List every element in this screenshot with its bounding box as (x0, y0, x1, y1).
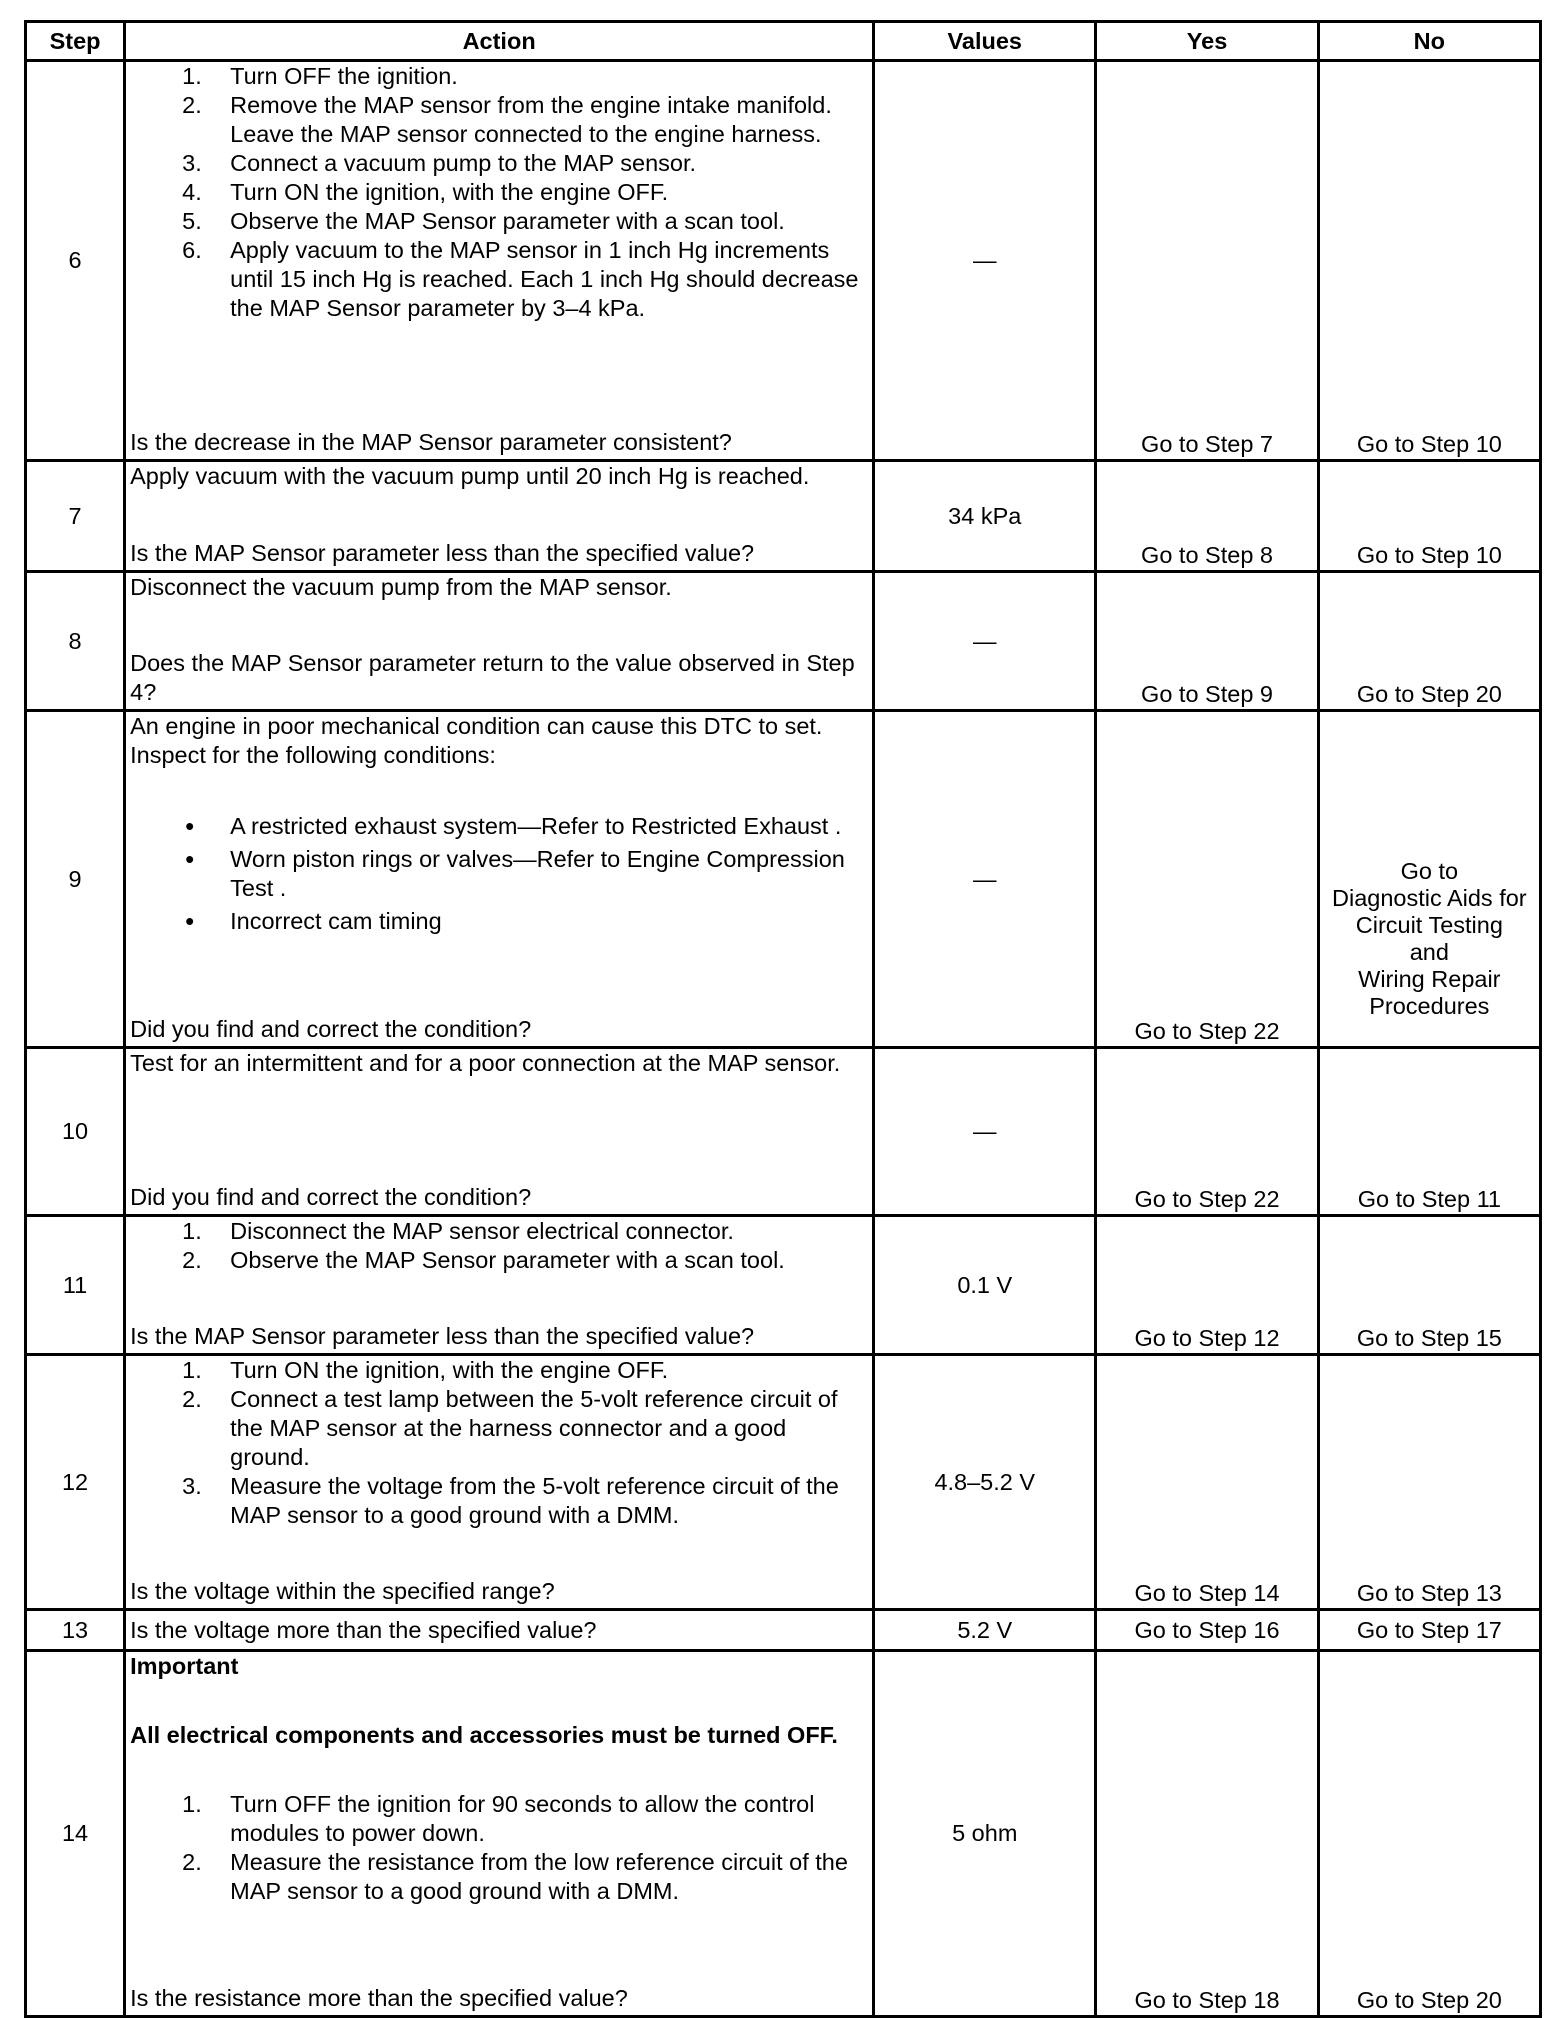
action-text: Disconnect the vacuum pump from the MAP sensor. (130, 574, 672, 600)
list-item: 1. Disconnect the MAP sensor electrical connector. (182, 1218, 734, 1244)
list-item: 3. Measure the voltage from the 5-volt reference circuit of the MAP sensor to a good ground with a DMM. (182, 1473, 839, 1528)
no-cell: Go to Step 20 (1318, 1651, 1540, 2017)
action-cell (125, 711, 874, 1048)
values-cell: 5.2 V (874, 1610, 1096, 1651)
values-cell: — (874, 1048, 1096, 1216)
step-number: 11 (26, 1216, 125, 1355)
yes-cell: Go to Step 22 (1096, 1048, 1318, 1216)
no-cell: Go to Step 11 (1318, 1048, 1540, 1216)
yes-cell: Go to Step 8 (1096, 461, 1318, 572)
list-item: 2. Connect a test lamp between the 5-volt reference circuit of the MAP sensor at the harness connector and a good ground. (182, 1386, 838, 1470)
action-question: Does the MAP Sensor parameter return to the value observed in Step 4? (130, 650, 855, 705)
no-cell (1318, 711, 1540, 1048)
table-row (26, 711, 1541, 1048)
action-cell (125, 1651, 874, 2017)
yes-cell: Go to Step 9 (1096, 572, 1318, 711)
action-question: Is the voltage more than the specified value? (130, 1616, 597, 1643)
yes-cell: Go to Step 18 (1096, 1651, 1318, 2017)
condition-list (130, 810, 870, 940)
action-steps (130, 1356, 870, 1530)
no-line: Go to (1400, 858, 1459, 884)
table-row (26, 1048, 1541, 1216)
yes-cell: Go to Step 12 (1096, 1216, 1318, 1355)
list-item: 1. Turn ON the ignition, with the engine OFF. (182, 1357, 669, 1383)
values-cell: — (874, 61, 1096, 461)
action-steps (130, 62, 870, 323)
values-cell: 5 ohm (874, 1651, 1096, 2017)
step-number: 7 (26, 461, 125, 572)
list-item: • Incorrect cam timing (130, 907, 870, 936)
no-cell: Go to Step 10 (1318, 461, 1540, 572)
no-cell: Go to Step 15 (1318, 1216, 1540, 1355)
header-values: Values (874, 22, 1096, 61)
action-cell (125, 461, 874, 572)
action-steps (130, 1217, 870, 1275)
important-title: Important (130, 1653, 239, 1679)
action-text: An engine in poor mechanical condition can cause this DTC to set. Inspect for the following conditions: (130, 713, 823, 768)
no-cell: Go to Step 17 (1318, 1610, 1540, 1651)
no-line: Procedures (1369, 993, 1490, 1019)
no-line: and (1409, 939, 1449, 965)
action-question: Did you find and correct the condition? (130, 1184, 532, 1210)
step-number: 12 (26, 1355, 125, 1610)
table-row (26, 1355, 1541, 1610)
no-line: Wiring Repair (1358, 966, 1501, 992)
header-action: Action (125, 22, 874, 61)
values-cell: — (874, 572, 1096, 711)
yes-cell: Go to Step 14 (1096, 1355, 1318, 1610)
header-no: No (1318, 22, 1540, 61)
action-steps (130, 1790, 870, 1906)
action-question: Is the MAP Sensor parameter less than the specified value? (130, 1323, 755, 1349)
action-text: Test for an intermittent and for a poor connection at the MAP sensor. (130, 1050, 841, 1076)
table-row (26, 572, 1541, 711)
step-number: 14 (26, 1651, 125, 2017)
diagnostic-table (24, 20, 1542, 2018)
no-cell: Go to Step 10 (1318, 61, 1540, 461)
list-item: 2. Observe the MAP Sensor parameter with a scan tool. (182, 1247, 785, 1273)
table-row (26, 1651, 1541, 2017)
table-row (26, 61, 1541, 461)
action-cell (125, 572, 874, 711)
action-question: Is the voltage within the specified range? (130, 1578, 555, 1604)
values-cell: 4.8–5.2 V (874, 1355, 1096, 1610)
no-cell: Go to Step 20 (1318, 572, 1540, 711)
list-item: 2. Measure the resistance from the low reference circuit of the MAP sensor to a good ground with a DMM. (182, 1849, 848, 1904)
header-yes: Yes (1096, 22, 1318, 61)
action-question: Is the resistance more than the specified value? (130, 1985, 628, 2011)
yes-cell: Go to Step 16 (1096, 1610, 1318, 1651)
header-row (26, 22, 1541, 61)
action-question: Is the decrease in the MAP Sensor parameter consistent? (130, 429, 732, 455)
important-text: All electrical components and accessories must be turned OFF. (130, 1722, 838, 1748)
values-cell: 0.1 V (874, 1216, 1096, 1355)
values-cell: 34 kPa (874, 461, 1096, 572)
yes-cell: Go to Step 22 (1096, 711, 1318, 1048)
list-item: 2. Remove the MAP sensor from the engine intake manifold. Leave the MAP sensor connected to the engine harness. (182, 92, 832, 147)
list-item: • A restricted exhaust system—Refer to Restricted Exhaust . (130, 812, 870, 841)
action-cell (125, 1610, 874, 1651)
no-cell: Go to Step 13 (1318, 1355, 1540, 1610)
action-cell (125, 1355, 874, 1610)
values-cell: — (874, 711, 1096, 1048)
step-number: 6 (26, 61, 125, 461)
header-step: Step (26, 22, 125, 61)
list-item: 5. Observe the MAP Sensor parameter with a scan tool. (182, 208, 785, 234)
list-item: 1. Turn OFF the ignition. (182, 63, 458, 89)
list-item: • Worn piston rings or valves—Refer to Engine Compression Test . (130, 845, 870, 903)
table-row (26, 461, 1541, 572)
table-row (26, 1610, 1541, 1651)
step-number: 8 (26, 572, 125, 711)
action-cell (125, 61, 874, 461)
table-row (26, 1216, 1541, 1355)
no-line: Diagnostic Aids for (1332, 885, 1527, 911)
action-question: Is the MAP Sensor parameter less than the specified value? (130, 540, 755, 566)
list-item: 3. Connect a vacuum pump to the MAP sensor. (182, 150, 697, 176)
step-number: 10 (26, 1048, 125, 1216)
action-cell (125, 1216, 874, 1355)
step-number: 13 (26, 1610, 125, 1651)
no-line: Circuit Testing (1355, 912, 1503, 938)
action-text: Apply vacuum with the vacuum pump until 20 inch Hg is reached. (130, 463, 810, 489)
list-item: 6. Apply vacuum to the MAP sensor in 1 inch Hg increments until 15 inch Hg is reached. Each 1 inch Hg should decrease the MAP Sensor parameter by 3–4 kPa. (182, 237, 859, 321)
list-item: 4. Turn ON the ignition, with the engine OFF. (182, 179, 669, 205)
action-question: Did you find and correct the condition? (130, 1016, 532, 1042)
action-cell (125, 1048, 874, 1216)
step-number: 9 (26, 711, 125, 1048)
yes-cell: Go to Step 7 (1096, 61, 1318, 461)
list-item: 1. Turn OFF the ignition for 90 seconds to allow the control modules to power down. (182, 1791, 815, 1846)
